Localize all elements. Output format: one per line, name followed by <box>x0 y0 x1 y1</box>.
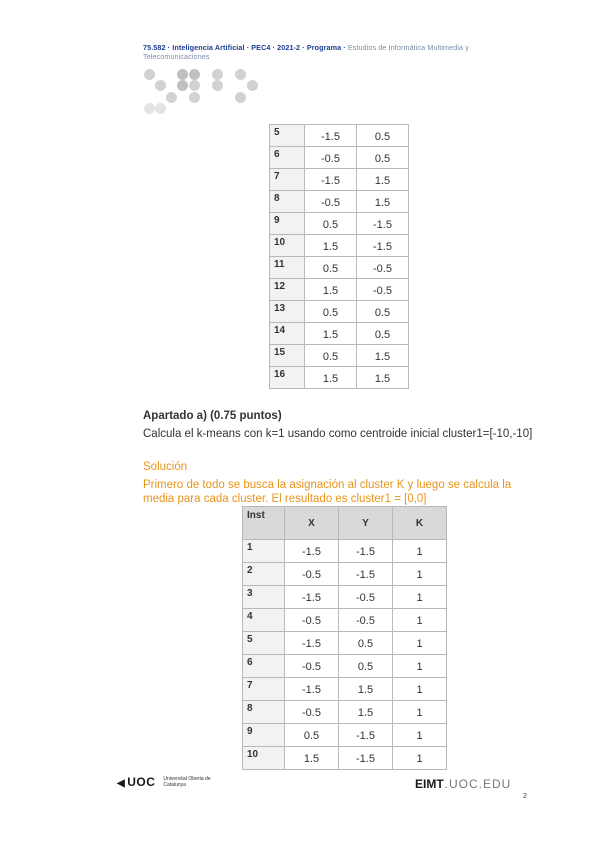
table-row <box>243 678 447 701</box>
cell-x: 0.5 <box>285 724 339 747</box>
row-index: 9 <box>243 724 285 747</box>
cell-y: 0.5 <box>357 147 409 169</box>
table-row <box>270 125 409 147</box>
row-index: 7 <box>243 678 285 701</box>
row-index: 9 <box>270 213 305 235</box>
table-row <box>270 323 409 345</box>
table-row <box>270 213 409 235</box>
cell-k: 1 <box>393 724 447 747</box>
table-row <box>270 345 409 367</box>
cell-x: 0.5 <box>305 213 357 235</box>
cell-k: 1 <box>393 655 447 678</box>
table-row <box>243 563 447 586</box>
cell-k: 1 <box>393 563 447 586</box>
cell-y: -0.5 <box>357 257 409 279</box>
solution-text: Primero de todo se busca la asignación al cluster K y luego se calcula la media para cada cluster. El resultado es cluster1 = [0,0] <box>143 479 512 505</box>
cell-x: -0.5 <box>285 563 339 586</box>
table-row <box>243 540 447 563</box>
cell-y: 1.5 <box>357 345 409 367</box>
cell-x: -0.5 <box>305 191 357 213</box>
cell-x: 1.5 <box>305 367 357 389</box>
cell-x: -1.5 <box>285 678 339 701</box>
cell-k: 1 <box>393 747 447 770</box>
page-number: 2 <box>523 793 527 800</box>
cell-x: -1.5 <box>305 169 357 191</box>
cell-k: 1 <box>393 586 447 609</box>
cell-x: 1.5 <box>285 747 339 770</box>
running-header <box>143 43 503 61</box>
row-index: 10 <box>270 235 305 257</box>
cell-x: 1.5 <box>305 235 357 257</box>
cell-y: 0.5 <box>339 632 393 655</box>
uoc-arrow-icon: ◀ <box>117 778 126 789</box>
table-row <box>270 169 409 191</box>
cell-x: 1.5 <box>305 279 357 301</box>
eimt-logo-text: EIMT <box>415 777 444 791</box>
uoc-logo <box>117 775 223 789</box>
table-row <box>243 724 447 747</box>
program-line: Estudios de Informática Multimedia y Telecomunicaciones <box>143 43 469 61</box>
cell-y: 0.5 <box>357 301 409 323</box>
cell-x: -0.5 <box>285 609 339 632</box>
section-question: Calcula el k-means con k=1 usando como centroide inicial cluster1=[-10,-10] <box>143 428 533 440</box>
cell-y: -1.5 <box>357 213 409 235</box>
cell-k: 1 <box>393 701 447 724</box>
cell-x: -1.5 <box>285 540 339 563</box>
cell-y: 1.5 <box>357 169 409 191</box>
cell-y: -1.5 <box>339 563 393 586</box>
section-heading: Apartado a) (0.75 puntos) <box>143 410 282 422</box>
cell-y: 1.5 <box>357 191 409 213</box>
row-index: 13 <box>270 301 305 323</box>
table-row <box>243 586 447 609</box>
row-index: 8 <box>243 701 285 724</box>
cell-k: 1 <box>393 540 447 563</box>
course-line: 75.582 · Inteligencia Artificial · PEC4 · 2021-2 · Programa · <box>143 43 348 52</box>
row-index: 6 <box>243 655 285 678</box>
solution-heading: Solución <box>143 461 188 473</box>
cell-y: 0.5 <box>339 655 393 678</box>
row-index: 15 <box>270 345 305 367</box>
table-row <box>270 147 409 169</box>
cell-y: -0.5 <box>339 609 393 632</box>
uoc-subtitle: Universitat Oberta de Catalunya <box>163 776 211 788</box>
row-index: 4 <box>243 609 285 632</box>
cell-x: 1.5 <box>305 323 357 345</box>
decorative-dots <box>141 66 261 116</box>
table-row <box>243 609 447 632</box>
row-index: 16 <box>270 367 305 389</box>
cell-x: 0.5 <box>305 257 357 279</box>
row-index: 8 <box>270 191 305 213</box>
table-row <box>243 655 447 678</box>
table-row <box>243 632 447 655</box>
cell-x: -0.5 <box>305 147 357 169</box>
row-index: 1 <box>243 540 285 563</box>
row-index: 10 <box>243 747 285 770</box>
cell-y: -1.5 <box>339 747 393 770</box>
cell-k: 1 <box>393 678 447 701</box>
eimt-logo <box>415 777 511 791</box>
header-x: X <box>285 507 339 540</box>
cell-x: -1.5 <box>285 632 339 655</box>
row-index: 11 <box>270 257 305 279</box>
row-index: 5 <box>243 632 285 655</box>
table-row <box>270 367 409 389</box>
cell-x: -1.5 <box>285 586 339 609</box>
table-row <box>270 191 409 213</box>
header-inst: Inst <box>243 507 285 540</box>
table-row <box>270 301 409 323</box>
header-y: Y <box>339 507 393 540</box>
table-row <box>243 701 447 724</box>
row-index: 7 <box>270 169 305 191</box>
row-index: 2 <box>243 563 285 586</box>
row-index: 6 <box>270 147 305 169</box>
row-index: 12 <box>270 279 305 301</box>
cell-y: -1.5 <box>357 235 409 257</box>
cell-k: 1 <box>393 632 447 655</box>
row-index: 5 <box>270 125 305 147</box>
uoc-logo-text: UOC <box>127 775 156 789</box>
cell-y: 0.5 <box>357 323 409 345</box>
cluster-assignment-table <box>242 506 447 770</box>
header-k: K <box>393 507 447 540</box>
cell-x: -1.5 <box>305 125 357 147</box>
table-row <box>270 257 409 279</box>
eimt-logo-suffix: .UOC.EDU <box>444 777 512 791</box>
cell-y: -1.5 <box>339 540 393 563</box>
cell-x: 0.5 <box>305 301 357 323</box>
row-index: 14 <box>270 323 305 345</box>
cell-y: 1.5 <box>339 701 393 724</box>
cell-y: -1.5 <box>339 724 393 747</box>
cell-y: -0.5 <box>357 279 409 301</box>
cell-k: 1 <box>393 609 447 632</box>
table-row <box>270 235 409 257</box>
cell-y: 1.5 <box>357 367 409 389</box>
points-table-continued <box>269 124 409 389</box>
row-index: 3 <box>243 586 285 609</box>
cell-x: -0.5 <box>285 701 339 724</box>
table-row <box>270 279 409 301</box>
table-row <box>243 747 447 770</box>
cell-y: -0.5 <box>339 586 393 609</box>
cell-x: -0.5 <box>285 655 339 678</box>
cell-y: 1.5 <box>339 678 393 701</box>
cell-x: 0.5 <box>305 345 357 367</box>
cell-y: 0.5 <box>357 125 409 147</box>
